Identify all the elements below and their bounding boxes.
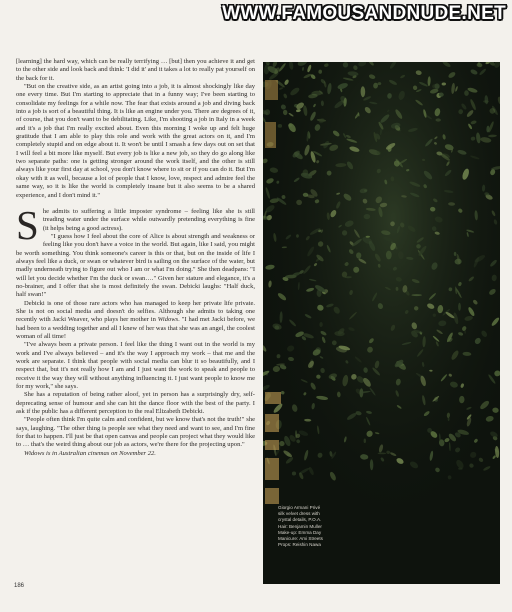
drop-cap: S <box>16 201 39 248</box>
caption-line: Hair: Benjamin Muller <box>278 523 322 529</box>
article-text-column <box>16 58 255 458</box>
paragraph-text: Debicki is one of those rare actors who has managed to keep her private life private. She is not on social media and doesn't do selfies. Although she admits to taking one recently with Jacki Weaver, who plays her mother in <box>16 299 255 324</box>
paragraph: She has a reputation of being rather aloof, yet in person has a surprisingly dry, self-deprecating sense of humour and she can hit the dance floor with the best of the party. I ask if the public has a different perception to the real Elizabeth Debicki. <box>16 391 255 416</box>
caption-line: Manicure: Ami Streets <box>278 536 323 542</box>
leaf-shape <box>411 294 422 296</box>
leaf-shape <box>458 303 461 311</box>
dropcap-paragraph <box>16 201 255 248</box>
caption-line: Props: Reishin Nawa <box>278 542 321 548</box>
paragraph: [learning] the hard way, which can be really terrifying … [but] then you achieve it and get to the other side and look back and think: 'I did it' and it takes a lot to really pat yourself on the back for it. <box>16 58 255 82</box>
paragraph-text: he admits to suffering a little imposter syndrome – feeling like she is still treading water under the surface while outwardly pretending everything is fine (it helps being a good actress). <box>42 207 255 232</box>
leaf-shape <box>386 251 392 260</box>
foliage-photo <box>263 62 500 584</box>
page-number: 186 <box>14 583 25 589</box>
leaf-shape <box>356 252 361 258</box>
paragraph: "I guess how I feel about the core of Alice is about strength and weakness or feeling like you don't have a voice in the world. But again, like I said, you might be worth something. You think someone's career is this or that, but on the inside of life I always feel like a duck, or swan or whatever bird is sailing on the surface of the water, but madly underneath trying to figure out who I am or what I'm doing." She then deadpans: "I will let you decide whether I'm the duck or swan…." Given her stature and elegance, it's a no-brainer, and I offer that she is most definitely the swan. Debicki laughs: "Half duck, half swan!" <box>16 232 255 299</box>
paragraph: "But on the creative side, as an artist going into a job, it is almost shockingly like day one every time. But I'm starting to appreciate that in a funny way; I've been starting to consolidate my feelings for a while now. The fear that exists around a job and diving back into a job is sort of a beautiful thing. It is like an engine under you. There are degrees of it, of course, that you don't want to be debilitating. Like, I'm shooting a job in Italy in a week and it's a job that I'm really excited about. Even this morning I woke up and felt huge gratitude that I am able to play this role and work with the great actors on it, and I'm completely stupid and on edge about it. It won't be until I smash a few days out on set that I will feel a bit more like myself. But every job is like a new job, so they do go along like two separate paths: one is getting stronger around the work itself, and the other is still always like your first day at school, you don't know where to sit or if you can do it. But I'm okay with it as well, because a lot of people that I know, love, respect and admire feel the same way, so it is like the world is completely insane but it also seems to be a shared experience, and I don't mind it." <box>16 83 255 199</box>
paragraph: "I've always been a private person. I feel like the thing I want out in the world is my work and I've always believed – and it's the way I approach my work – that me and the work are separate. I think that people with social media can blur it so beautifully, and I respect that, but it's not really how I am and I just want the work to speak and people to receive it the way they will without anything influencing it. I just want people to know me for my work," she says. <box>16 341 255 391</box>
watermark: WWW.FAMOUSANDNUDE.NET <box>222 3 506 24</box>
paragraph: "People often think I'm quite calm and confident, but we know that's not the truth!" she says, laughing. "The other thing is people see what they need and want to see, and I'm fine for that to happen. I'll just be that open canvas and people can project what they would like to … that's the weird thing about our job as actors, we're there for the projecting upon." <box>16 416 255 449</box>
caption-line: Make-up: Emma Day <box>278 529 322 535</box>
caption-line: silk velvet dress with <box>278 511 320 517</box>
caption-line: Giorgio Armani Privé <box>278 505 321 510</box>
caption-line: crystal details, P.O.A. <box>278 517 322 523</box>
leaf-shape <box>378 453 387 455</box>
paragraph-text: . "I had met Jacki before, we had been to a wedding together and all I knew of her was that she was an angel, the coolest woman of all time! <box>16 316 255 340</box>
photo-caption <box>278 505 358 548</box>
leaf-shape <box>448 417 450 421</box>
film-title: Widows <box>157 316 179 324</box>
release-note: Widows is in Australian cinemas on November 22. <box>24 449 156 457</box>
paragraph <box>16 300 255 342</box>
